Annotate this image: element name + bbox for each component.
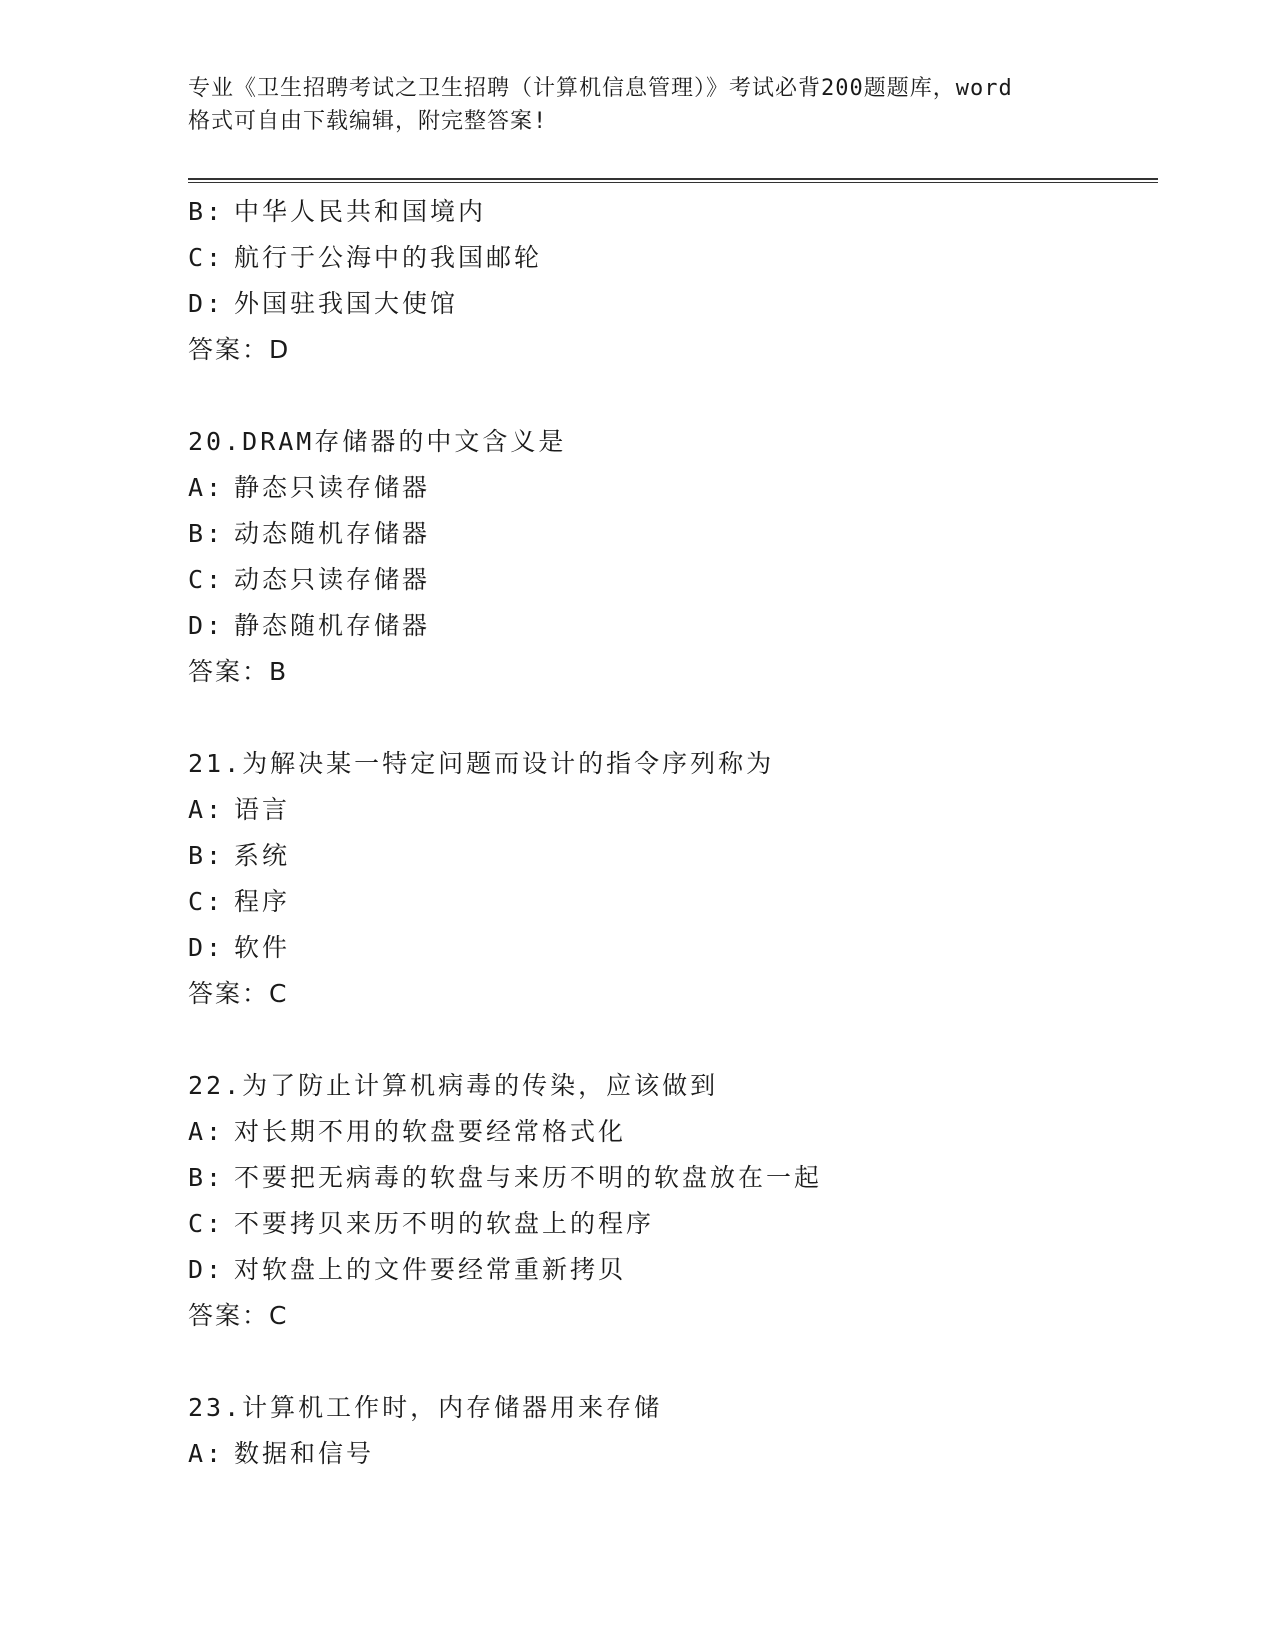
option-letter: A: [188,473,225,502]
option-letter: B: [188,197,225,226]
option-text: 动态只读存储器 [234,565,431,594]
option-row [188,511,1138,557]
question-block-22 [188,1063,1138,1339]
option-letter: B: [188,519,225,548]
answer-line: 答案：D [188,335,291,364]
question-list [188,189,1138,1477]
option-text: 外国驻我国大使馆 [234,289,459,318]
option-row [188,925,1138,971]
option-letter: D: [188,611,225,640]
option-row [188,281,1138,327]
option-letter: B: [188,841,225,870]
question-block-20 [188,419,1138,695]
spacer [188,695,1138,741]
option-letter: A: [188,1117,225,1146]
header-line-2: 格式可自由下载编辑，附完整答案! [188,109,548,134]
option-letter: C: [188,565,225,594]
option-row [188,1109,1138,1155]
answer-line: 答案：B [188,657,289,686]
option-row [188,235,1138,281]
question-block-21 [188,741,1138,1017]
option-text: 系统 [234,841,291,870]
option-text: 静态只读存储器 [234,473,431,502]
option-letter: D: [188,1255,225,1284]
option-row [188,465,1138,511]
option-row [188,1431,1138,1477]
option-text: 动态随机存储器 [234,519,431,548]
answer-line: 答案：C [188,1301,289,1330]
option-text: 航行于公海中的我国邮轮 [234,243,543,272]
option-text: 软件 [234,933,291,962]
option-row [188,787,1138,833]
header-line-1: 专业《卫生招聘考试之卫生招聘（计算机信息管理）》考试必背200题题库，word [188,76,1013,101]
option-letter: D: [188,933,225,962]
spacer [188,373,1138,419]
option-letter: A: [188,1439,225,1468]
option-text: 中华人民共和国境内 [234,197,487,226]
option-row [188,879,1138,925]
option-row [188,833,1138,879]
option-row [188,1155,1138,1201]
option-text: 语言 [234,795,291,824]
option-row [188,1247,1138,1293]
option-text: 静态随机存储器 [234,611,431,640]
option-text: 不要拷贝来历不明的软盘上的程序 [234,1209,655,1238]
question-stem: 21.为解决某一特定问题而设计的指令序列称为 [188,749,775,778]
option-letter: C: [188,1209,225,1238]
option-letter: A: [188,795,225,824]
option-text: 对软盘上的文件要经常重新拷贝 [234,1255,627,1284]
question-stem: 20.DRAM存储器的中文含义是 [188,427,567,456]
question-block-23 [188,1385,1138,1477]
option-text: 程序 [234,887,291,916]
option-text: 不要把无病毒的软盘与来历不明的软盘放在一起 [234,1163,823,1192]
option-row [188,557,1138,603]
option-letter: C: [188,887,225,916]
question-block-continued [188,189,1138,373]
spacer [188,1017,1138,1063]
document-header [188,72,1088,138]
option-row [188,603,1138,649]
option-text: 数据和信号 [234,1439,375,1468]
option-row [188,189,1138,235]
option-letter: B: [188,1163,225,1192]
option-row [188,1201,1138,1247]
option-letter: C: [188,243,225,272]
answer-line: 答案：C [188,979,289,1008]
spacer [188,1339,1138,1385]
option-text: 对长期不用的软盘要经常格式化 [234,1117,627,1146]
header-divider [188,178,1158,183]
option-letter: D: [188,289,225,318]
question-stem: 22.为了防止计算机病毒的传染，应该做到 [188,1071,719,1100]
question-stem: 23.计算机工作时，内存储器用来存储 [188,1393,663,1422]
